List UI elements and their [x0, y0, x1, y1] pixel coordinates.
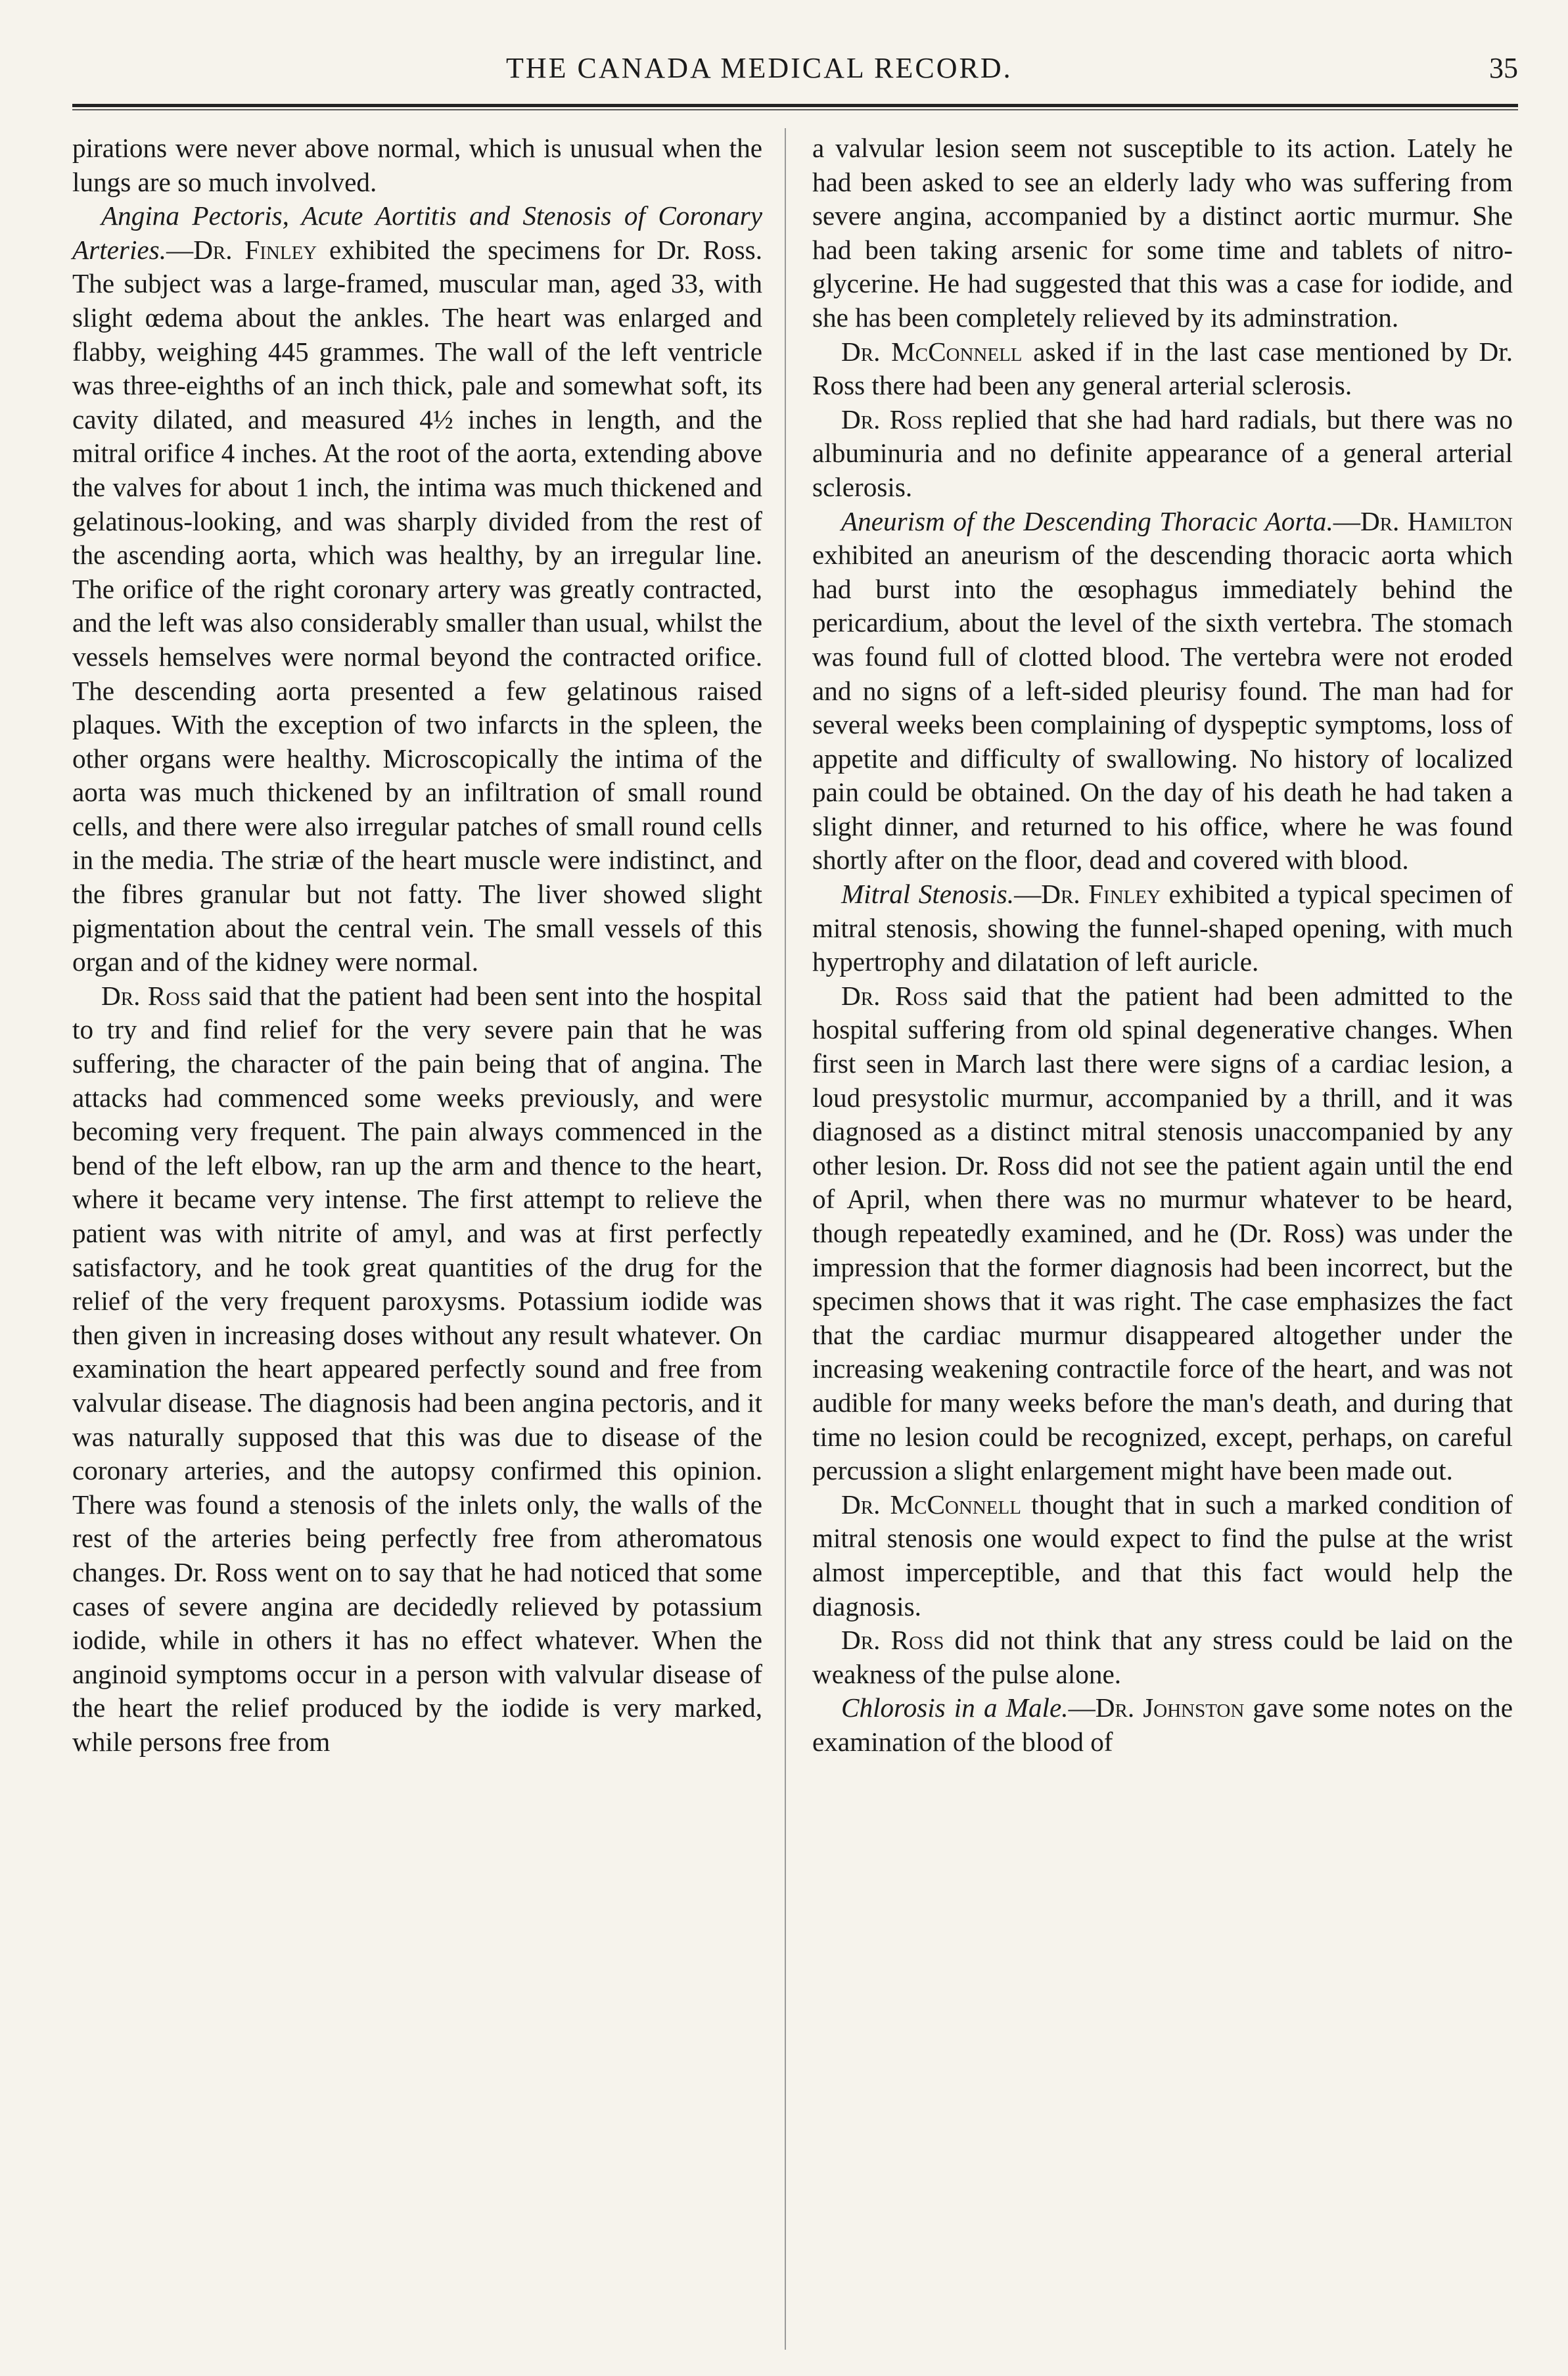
paragraph-text: exhibited an aneurism of the descending thoracic aorta which had burst into the œsophagus immediately behind the pericardium, about the level of the sixth vertebra. The stomach was found full of clotted blood. The vertebra were not eroded and no signs of a left-sided pleurisy found. The man had for several weeks been complaining of dyspeptic symptoms, loss of appetite and difficulty of swallowing. No history of localized pain could be obtained. On the day of his death he had taken a slight dinner, and returned to his office, where he was found shortly after on the floor, dead and covered with blood.	[812, 540, 1513, 875]
header-rule-thin	[72, 109, 1518, 110]
speaker-name: Dr. Johnston	[1095, 1692, 1245, 1723]
paragraph-text: replied that she had hard radials, but there was no albuminuria and no definite appearance of a general arterial sclerosis.	[812, 404, 1513, 502]
speaker-name: Dr. Ross	[841, 404, 943, 434]
speaker-name: Dr. Hamilton	[1360, 505, 1513, 536]
paragraph-text: said that the patient had been admitted to the hospital suffering from old spinal degenerative changes. When first seen in March last there were signs of a cardiac lesion, a loud presystolic murmur, accompanied by a thrill, and it was diagnosed as a distinct mitral stenosis unaccompanied by any other lesion. Dr. Ross did not see the patient again until the end of April, when there was no murmur whatever to be heard, though repeatedly examined, and he (Dr. Ross) was under the impression that the former diagnosis had been incorrect, but the specimen shows that it was right. The case emphasizes the fact that the cardiac murmur disappeared altogether under the increasing weakening contractile force of the heart, and was not audible for many weeks before the man's death, and during that time no lesion could be recognized, except, perhaps, on careful percussion a slight enlargement might have been made out.	[812, 980, 1513, 1486]
paragraph	[812, 1623, 1513, 1691]
paragraph	[812, 877, 1513, 979]
paragraph	[812, 403, 1513, 505]
dash: —	[1014, 879, 1042, 910]
paragraph	[812, 335, 1513, 403]
speaker-name: Dr. Finley	[1041, 879, 1161, 910]
speaker-name: Dr. Ross	[841, 980, 948, 1011]
section-title: Mitral Stenosis.	[841, 879, 1015, 910]
paragraph	[72, 131, 762, 199]
paragraph-text: said that the patient had been sent into the hospital to try and find relief for the very severe pain that he was suffering, the character of the pain being that of angina. The attacks had commenced some weeks previously, and were becoming very frequent. The pain always commenced in the bend of the left elbow, ran up the arm and thence to the heart, where it became very intense. The first attempt to relieve the patient was with nitrite of amyl, and was at first perfectly satisfactory, and he took great quantities of the drug for the relief of the very frequent paroxysms. Potassium iodide was then given in increasing doses without any result whatever. On examination the heart appeared perfectly sound and free from valvular disease. The diagnosis had been angina pectoris, and it was naturally supposed that this was due to disease of the coronary arteries, and the autopsy confirmed this opinion. There was found a stenosis of the inlets only, the walls of the rest of the arteries being perfectly free from atheromatous changes. Dr. Ross went on to say that he had noticed that some cases of severe angina are decidedly relieved by potassium iodide, while in others it has no effect whatever. When the anginoid symptoms occur in a person with valvular disease of the heart the relief produced by the iodide is very marked, while persons free from	[72, 980, 762, 1757]
section-title: Chlorosis in a Male.	[841, 1692, 1069, 1723]
section-title: Angina Pectoris, Acute Aortitis and Stenosis of Coronary Arteries.	[72, 200, 762, 265]
paragraph-text: did not think that any stress could be laid on the weakness of the pulse alone.	[812, 1625, 1513, 1689]
running-header	[72, 46, 1518, 99]
speaker-name: Dr. Ross	[841, 1625, 944, 1656]
paragraph	[812, 1488, 1513, 1623]
right-column	[812, 131, 1513, 1759]
section-title: Aneurism of the Descending Thoracic Aorta.	[841, 505, 1333, 536]
journal-title: THE CANADA MEDICAL RECORD.	[506, 52, 1013, 84]
paragraph-text: a valvular lesion seem not susceptible to its action. Lately he had been asked to see an elderly lady who was suffering from severe angina, accompanied by a distinct aortic murmur. She had been taking arsenic for some time and tablets of nitro-glycerine. He had suggested that this was a case for iodide, and she has been completely relieved by its adminstration.	[812, 133, 1513, 333]
paragraph	[72, 979, 762, 1759]
paragraph-text: gave some notes on the examination of the blood of	[812, 1692, 1513, 1757]
speaker-name: Dr. McConnell	[841, 1489, 1021, 1520]
paragraph-text: asked if in the last case mentioned by Dr. Ross there had been any general arterial sclerosis.	[812, 336, 1513, 401]
dash: —	[1333, 505, 1360, 536]
header-rule	[72, 104, 1518, 107]
speaker-name: Dr. Ross	[101, 980, 201, 1011]
paragraph	[812, 131, 1513, 335]
dash: —	[166, 234, 194, 265]
paragraph-text: exhibited a typical specimen of mitral stenosis, showing the funnel-shaped opening, with much hypertrophy and dilatation of left auricle.	[812, 879, 1513, 977]
page-number: 35	[1489, 52, 1518, 84]
dash: —	[1068, 1692, 1095, 1723]
paragraph	[72, 199, 762, 979]
paragraph	[812, 505, 1513, 878]
paragraph-text: exhibited the specimens for Dr. Ross. The subject was a large-framed, muscular man, aged 33, with slight œdema about the ankles. The heart was enlarged and flabby, weighing 445 grammes. The wall of the left ventricle was three-eighths of an inch thick, pale and somewhat soft, its cavity dilated, and measured 4½ inches in length, and the mitral orifice 4 inches. At the root of the aorta, extending above the valves for about 1 inch, the intima was much thickened and gelatinous-looking, and was sharply divided from the rest of the ascending aorta, which was healthy, by an irregular line. The orifice of the right coronary artery was greatly contracted, and the left was also considerably smaller than usual, whilst the vessels hemselves were normal beyond the contracted orifice. The descending aorta presented a few gelatinous raised plaques. With the exception of two infarcts in the spleen, the other organs were healthy. Microscopically the intima of the aorta was much thickened by an infiltration of small round cells, and there were also irregular patches of small round cells in the media. The striæ of the heart muscle were indistinct, and the fibres granular but not fatty. The liver showed slight pigmentation about the central vein. The small vessels of this organ and of the kidney were normal.	[72, 234, 762, 977]
speaker-name: Dr. McConnell	[841, 336, 1023, 367]
paragraph	[812, 1691, 1513, 1759]
paragraph	[812, 979, 1513, 1488]
paragraph-text: pirations were never above normal, which is unusual when the lungs are so much involved.	[72, 133, 762, 197]
paragraph-text: thought that in such a marked condition of mitral stenosis one would expect to find the pulse at the wrist almost imperceptible, and that this fact would help the diagnosis.	[812, 1489, 1513, 1621]
column-divider	[785, 128, 786, 2350]
speaker-name: Dr. Finley	[193, 234, 317, 265]
left-column	[72, 131, 762, 1759]
